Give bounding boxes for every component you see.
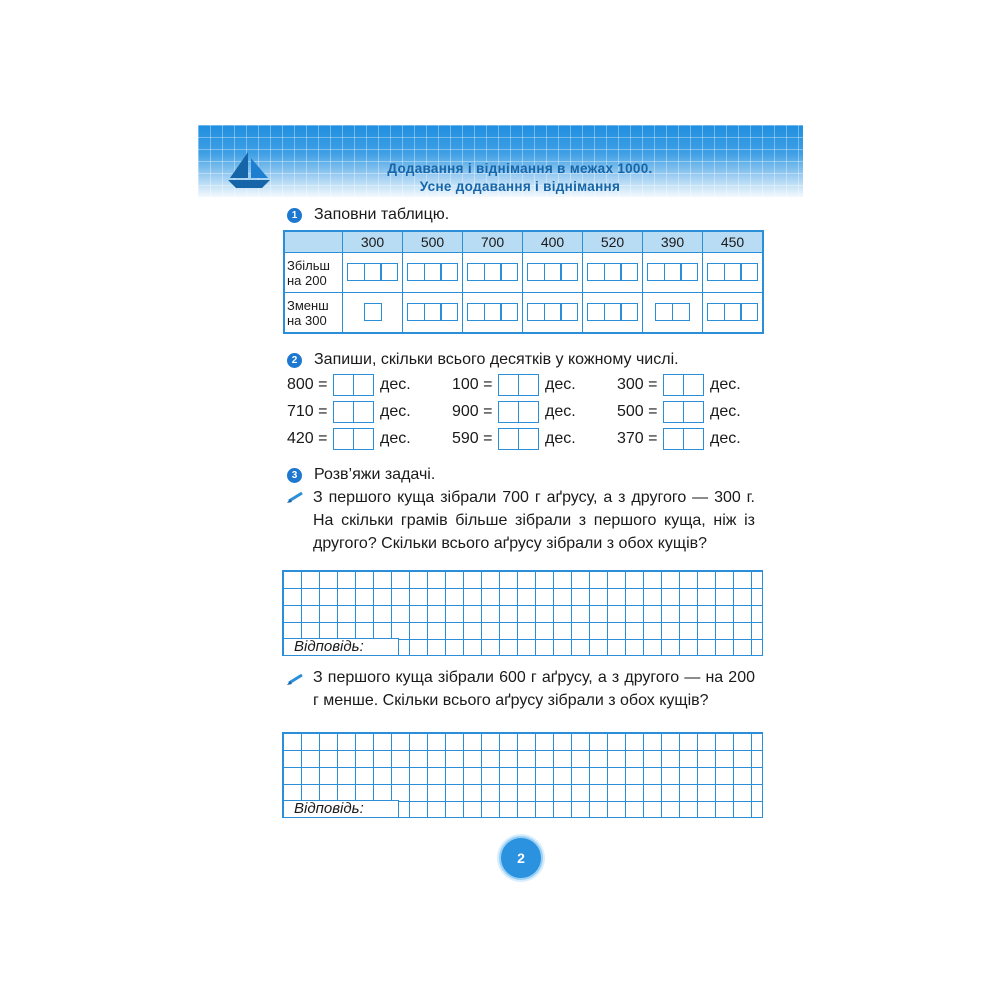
tens-item [617,428,741,450]
digit-box[interactable] [518,374,539,396]
answer-cell[interactable] [463,293,523,334]
digit-box[interactable] [353,401,374,423]
answer-boxes[interactable] [663,401,704,423]
digit-box[interactable] [333,428,354,450]
tens-item [452,374,576,396]
digit-box[interactable] [740,263,758,281]
answer-cell[interactable] [703,253,764,293]
answer-cell[interactable] [403,253,463,293]
digit-box[interactable] [620,303,638,321]
digit-box[interactable] [680,263,698,281]
unit-label: дес. [709,376,741,393]
digit-box[interactable] [364,303,382,321]
digit-boxes[interactable] [407,263,458,281]
digit-box[interactable] [407,263,425,281]
unit-label: дес. [544,403,576,420]
answer-cell[interactable] [343,293,403,334]
problem-2-text: З першого куща зібрали 600 г аґрусу, а з другого — на 200 г менше. Скільки всього аґрусу зібрали з обох кущів? [313,669,755,709]
number-value: 590 = [452,430,493,447]
tens-item [617,401,741,423]
answer-cell[interactable] [463,253,523,293]
table-row [284,293,763,334]
digit-box[interactable] [707,263,725,281]
digit-boxes[interactable] [707,263,758,281]
answer-cell[interactable] [703,293,764,334]
digit-box[interactable] [604,303,622,321]
digit-box[interactable] [498,401,519,423]
digit-box[interactable] [467,263,485,281]
digit-box[interactable] [347,263,365,281]
task-number-badge: 3 [287,468,302,483]
digit-box[interactable] [664,263,682,281]
digit-box[interactable] [484,303,502,321]
digit-boxes[interactable] [655,303,690,321]
table-column-header: 300 [343,231,403,253]
digit-box[interactable] [527,303,545,321]
answer-boxes[interactable] [333,401,374,423]
digit-box[interactable] [467,303,485,321]
unit-label: дес. [379,430,411,447]
answer-cell[interactable] [643,293,703,334]
digit-box[interactable] [587,303,605,321]
answer-cell[interactable] [523,253,583,293]
answer-label: Відповідь: [284,638,399,655]
unit-label: дес. [379,403,411,420]
digit-box[interactable] [655,303,673,321]
answer-boxes[interactable] [663,428,704,450]
digit-box[interactable] [560,303,578,321]
unit-label: дес. [709,403,741,420]
number-value: 420 = [287,430,328,447]
digit-box[interactable] [647,263,665,281]
task2-instruction: Запиши, скільки всього десятків у кожному числі. [314,351,679,368]
table-column-header: 500 [403,231,463,253]
digit-box[interactable] [364,263,382,281]
fill-table [283,230,764,334]
digit-boxes[interactable] [587,263,638,281]
digit-box[interactable] [740,303,758,321]
answer-boxes[interactable] [498,428,539,450]
digit-box[interactable] [683,374,704,396]
digit-box[interactable] [663,428,684,450]
number-value: 300 = [617,376,658,393]
digit-box[interactable] [518,428,539,450]
digit-box[interactable] [380,263,398,281]
digit-boxes[interactable] [527,263,578,281]
task3-instruction: Розв’яжи задачі. [314,466,436,483]
number-value: 900 = [452,403,493,420]
number-value: 710 = [287,403,328,420]
task3-heading [287,466,435,484]
digit-box[interactable] [683,401,704,423]
answer-grid-2[interactable] [282,732,763,818]
task1-heading [287,206,449,224]
table-column-header: 700 [463,231,523,253]
pencil-icon [287,491,305,503]
unit-label: дес. [709,430,741,447]
digit-box[interactable] [724,263,742,281]
digit-box[interactable] [353,428,374,450]
answer-cell[interactable] [523,293,583,334]
number-value: 100 = [452,376,493,393]
task-number-badge: 1 [287,208,302,223]
digit-boxes[interactable] [467,303,518,321]
digit-boxes[interactable] [647,263,698,281]
digit-box[interactable] [500,303,518,321]
answer-label: Відповідь: [284,800,399,817]
task-number-badge: 2 [287,353,302,368]
table-row [284,253,763,293]
tens-item [287,428,411,450]
digit-box[interactable] [498,374,519,396]
digit-box[interactable] [500,263,518,281]
task1-instruction: Заповни таблицю. [314,206,450,223]
row-label: Збільш на 200 [284,253,343,293]
digit-boxes[interactable] [364,303,382,321]
digit-box[interactable] [707,303,725,321]
answer-boxes[interactable] [498,401,539,423]
digit-boxes[interactable] [467,263,518,281]
answer-boxes[interactable] [498,374,539,396]
digit-boxes[interactable] [407,303,458,321]
digit-box[interactable] [604,263,622,281]
digit-box[interactable] [518,401,539,423]
answer-boxes[interactable] [333,428,374,450]
table-column-header: 390 [643,231,703,253]
table-corner [284,231,343,253]
digit-box[interactable] [424,263,442,281]
table-column-header: 400 [523,231,583,253]
answer-boxes[interactable] [333,374,374,396]
number-value: 500 = [617,403,658,420]
digit-box[interactable] [407,303,425,321]
digit-box[interactable] [724,303,742,321]
answer-cell[interactable] [403,293,463,334]
page-number: 2 [499,836,543,880]
table-column-header: 520 [583,231,643,253]
digit-boxes[interactable] [587,303,638,321]
digit-boxes[interactable] [527,303,578,321]
number-value: 370 = [617,430,658,447]
tens-item [452,401,576,423]
answer-cell[interactable] [583,253,643,293]
digit-box[interactable] [663,374,684,396]
pencil-icon [287,673,305,685]
page-title [300,160,740,196]
digit-box[interactable] [440,263,458,281]
digit-box[interactable] [544,263,562,281]
task2-heading [287,351,679,369]
digit-box[interactable] [484,263,502,281]
number-value: 800 = [287,376,328,393]
answer-boxes[interactable] [663,374,704,396]
answer-cell[interactable] [343,253,403,293]
tens-item [452,428,576,450]
digit-box[interactable] [672,303,690,321]
digit-box[interactable] [587,263,605,281]
problem-1-text: З першого куща зібрали 700 г аґрусу, а з другого — 300 г. На скільки грамів більше зібрали з першого куща, ніж із другого? Скільки всього аґрусу зібрали з обох кущів? [313,489,755,552]
digit-box[interactable] [683,428,704,450]
digit-boxes[interactable] [707,303,758,321]
unit-label: дес. [379,376,411,393]
answer-cell[interactable] [643,253,703,293]
digit-box[interactable] [440,303,458,321]
digit-box[interactable] [620,263,638,281]
title-line-1: Додавання і віднімання в межах 1000. [387,161,653,176]
unit-label: дес. [544,376,576,393]
answer-cell[interactable] [583,293,643,334]
digit-box[interactable] [544,303,562,321]
tens-item [287,401,411,423]
row-label: Зменш на 300 [284,293,343,334]
digit-box[interactable] [353,374,374,396]
title-line-2: Усне додавання і віднімання [419,179,621,194]
tens-item [287,374,411,396]
digit-boxes[interactable] [347,263,398,281]
unit-label: дес. [544,430,576,447]
table-column-header: 450 [703,231,764,253]
sailboat-icon [226,150,272,190]
tens-item [617,374,741,396]
digit-box[interactable] [498,428,519,450]
digit-box[interactable] [560,263,578,281]
digit-box[interactable] [333,401,354,423]
digit-box[interactable] [663,401,684,423]
digit-box[interactable] [424,303,442,321]
digit-box[interactable] [527,263,545,281]
answer-grid-1[interactable] [282,570,763,656]
digit-box[interactable] [333,374,354,396]
